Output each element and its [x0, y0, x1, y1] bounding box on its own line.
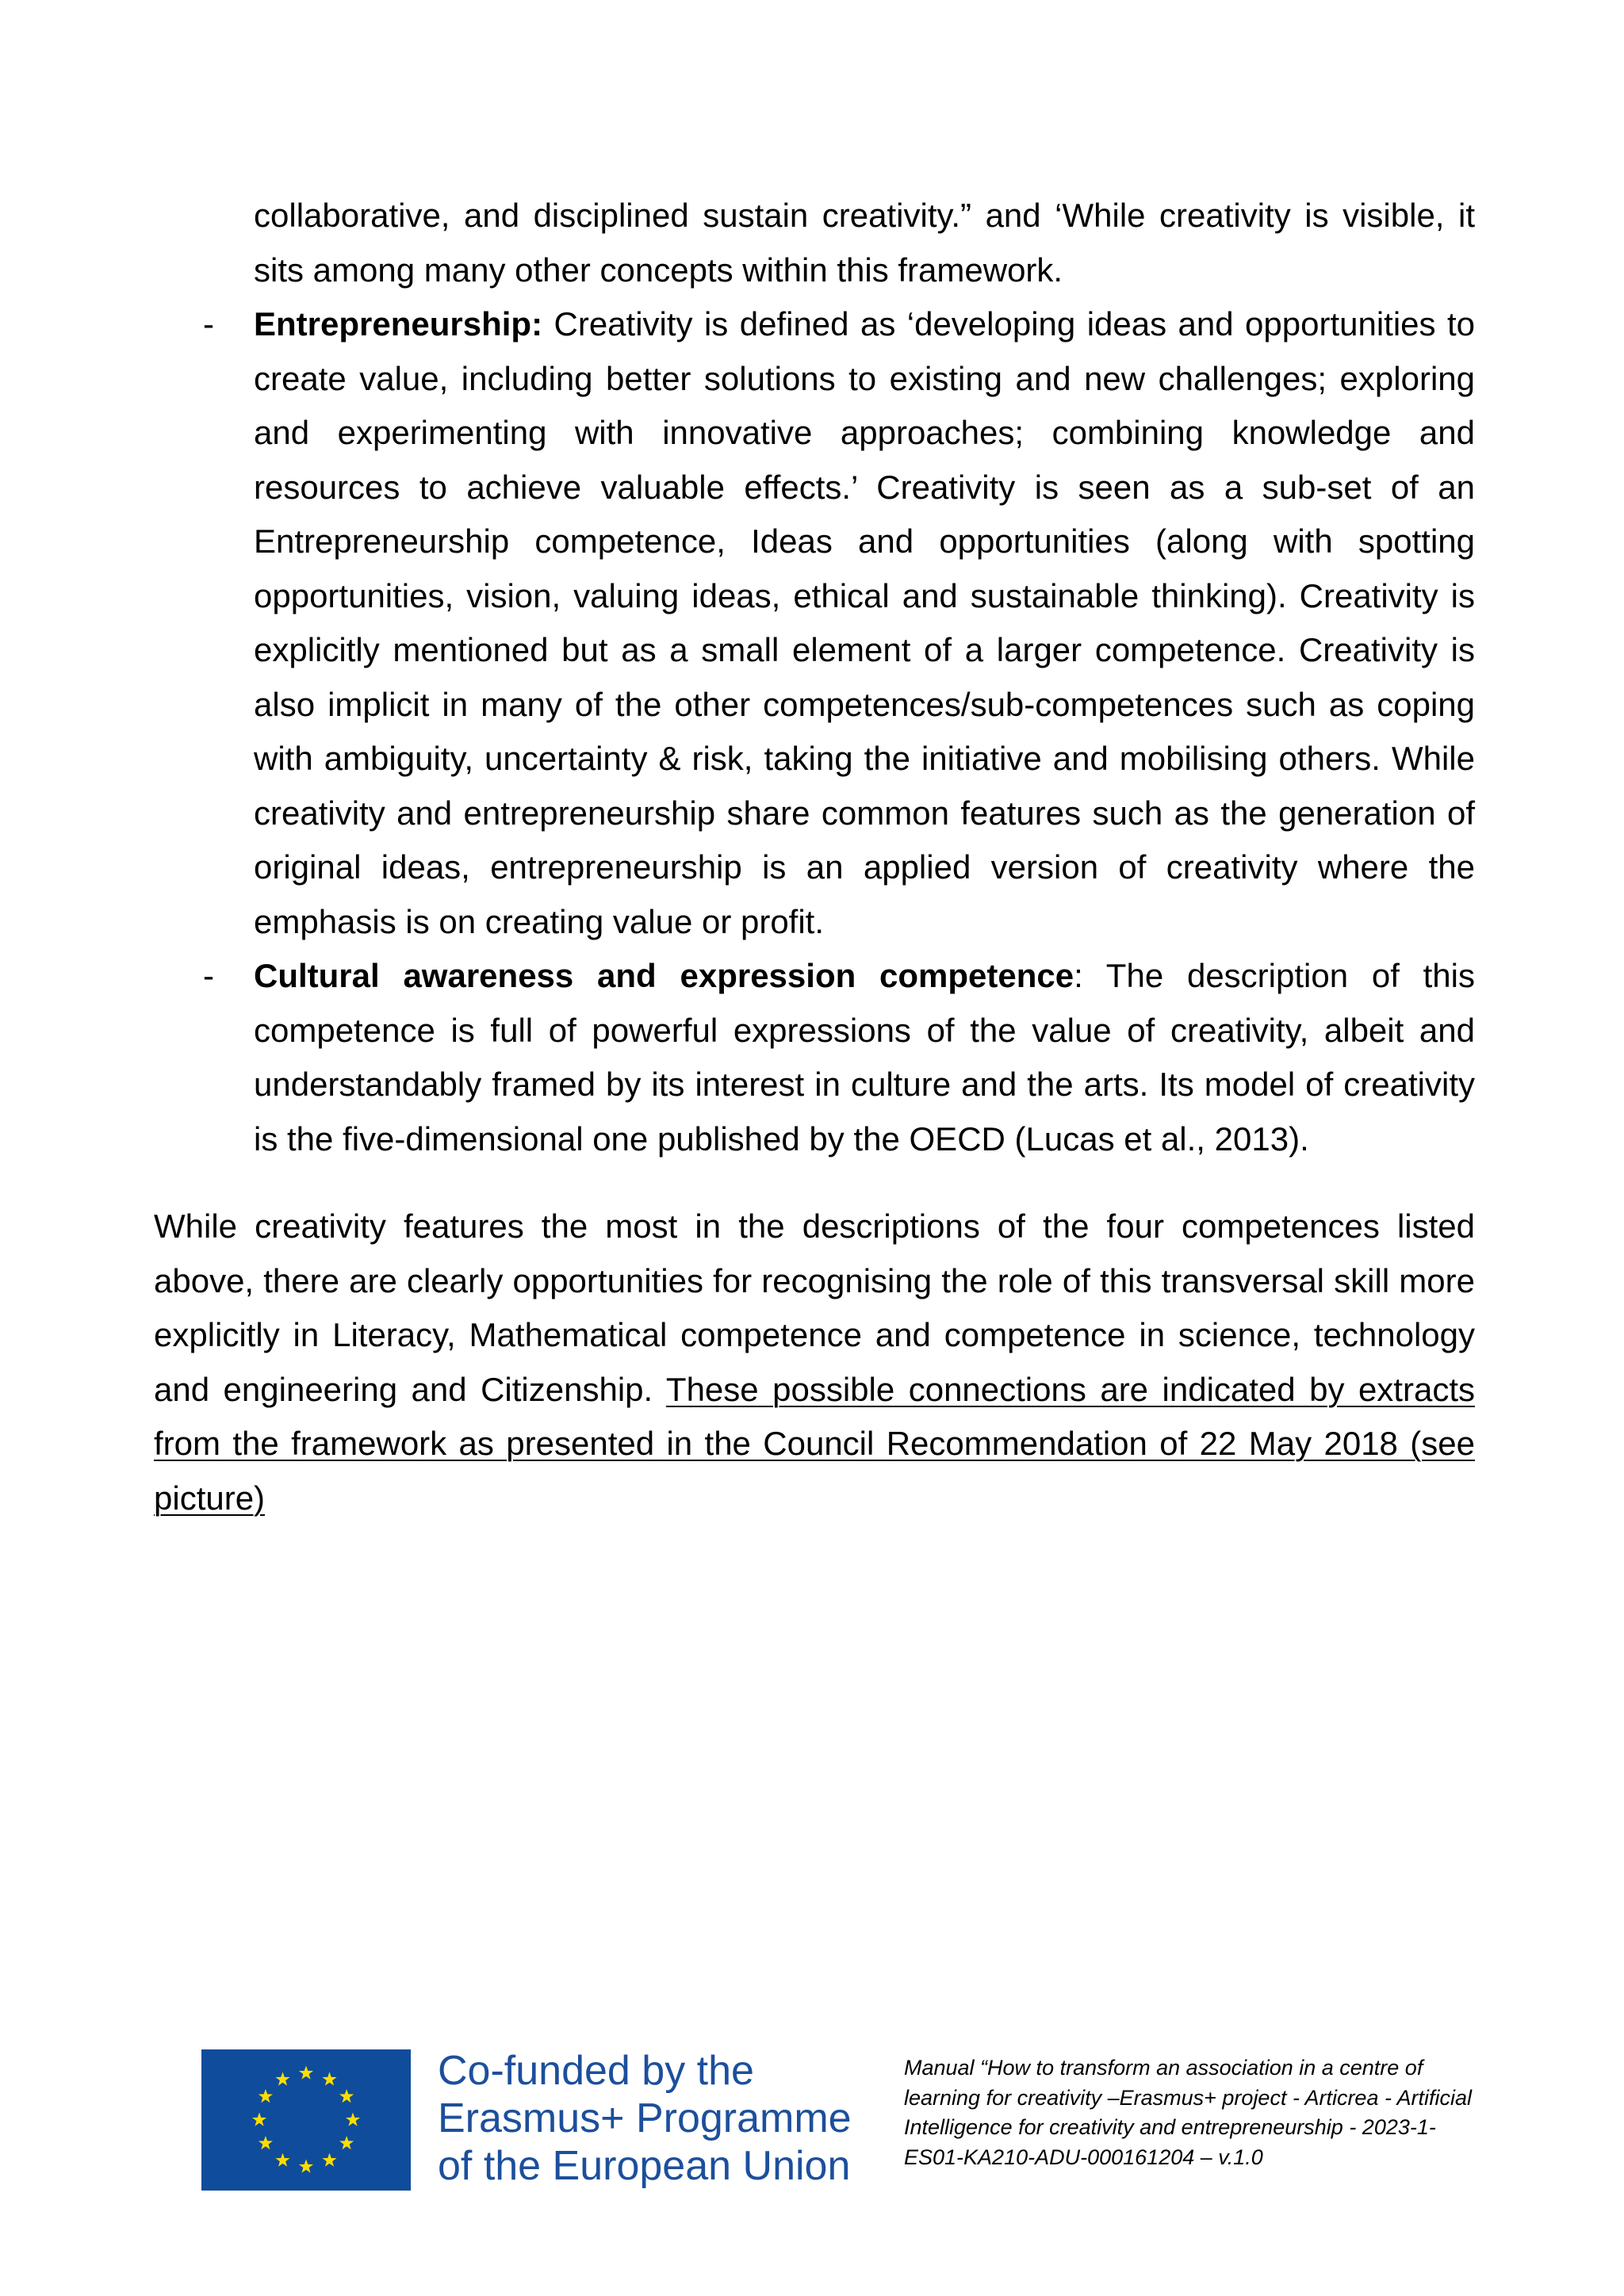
- closing-paragraph: [154, 1200, 1475, 1525]
- page-footer: [201, 2047, 1486, 2206]
- eu-flag-stars: [201, 2049, 411, 2191]
- cofunded-line: Co-funded by the: [438, 2048, 754, 2094]
- bullet-marker: -: [203, 957, 214, 994]
- bullet-text: : The description of this competence is full of powerful expressions of the value of creativity, albeit and understandably framed by its interest in culture and the arts. Its model of creativity is the five-dimensional one published by the OECD (Lucas et al., 2013).: [254, 957, 1475, 1158]
- bullet-entrepreneurship: [154, 297, 1475, 949]
- bullet-term: Cultural awareness and expression competence: [254, 957, 1074, 994]
- bullet-text: Creativity is defined as ‘developing ideas and opportunities to create value, including better solutions to existing and new challenges; exploring and experimenting with innovative approaches; combining knowledge and resources to achieve valuable effects.’ Creativity is seen as a sub-set of an Entrepreneurship competence, Ideas and opportunities (along with spotting opportunities, vision, valuing ideas, ethical and sustainable thinking). Creativity is explicitly mentioned but as a small element of a larger competence. Creativity is also implicit in many of the other competences/sub-competences such as coping with ambiguity, uncertainty & risk, taking the initiative and mobilising others. While creativity and entrepreneurship share common features such as the generation of original ideas, entrepreneurship is an applied version of creativity where the emphasis is on creating value or profit.: [254, 305, 1475, 940]
- cofunded-line: Erasmus+ Programme: [438, 2095, 852, 2141]
- eu-flag-icon: [201, 2049, 411, 2191]
- manual-note: Manual “How to transform an association in a centre of learning for creativity –Erasmus+ project - Articrea - Artificial Intelligence for creativity and entrepreneurship - 2023-1-ES01-KA210-ADU-000161204 – v.1.0: [904, 2056, 1472, 2169]
- cofunded-line: of the European Union: [438, 2143, 851, 2189]
- closing-paragraph-text: While creativity features the most in the descriptions of the four competences listed above, there are clearly opportunities for recognising the role of this transversal skill more explicitly in Literacy, Mathematical competence and competence in science, technology and engineering and Citizenship.: [154, 1207, 1475, 1408]
- council-recommendation-link[interactable]: These possible connections are indicated by extracts from the framework as presented in the Council Recommendation of 22 May 2018 (see picture): [154, 1370, 1475, 1517]
- competence-list: [154, 297, 1475, 1166]
- bullet-marker: -: [203, 305, 214, 342]
- continuation-text: collaborative, and disciplined sustain creativity.” and ‘While creativity is visible, it sits among many other concepts within this framework.: [254, 197, 1475, 289]
- page-body: [154, 189, 1475, 1525]
- bullet-cultural-awareness: [154, 949, 1475, 1166]
- cofunded-statement: [438, 2047, 852, 2190]
- bullet-term: Entrepreneurship:: [254, 305, 543, 342]
